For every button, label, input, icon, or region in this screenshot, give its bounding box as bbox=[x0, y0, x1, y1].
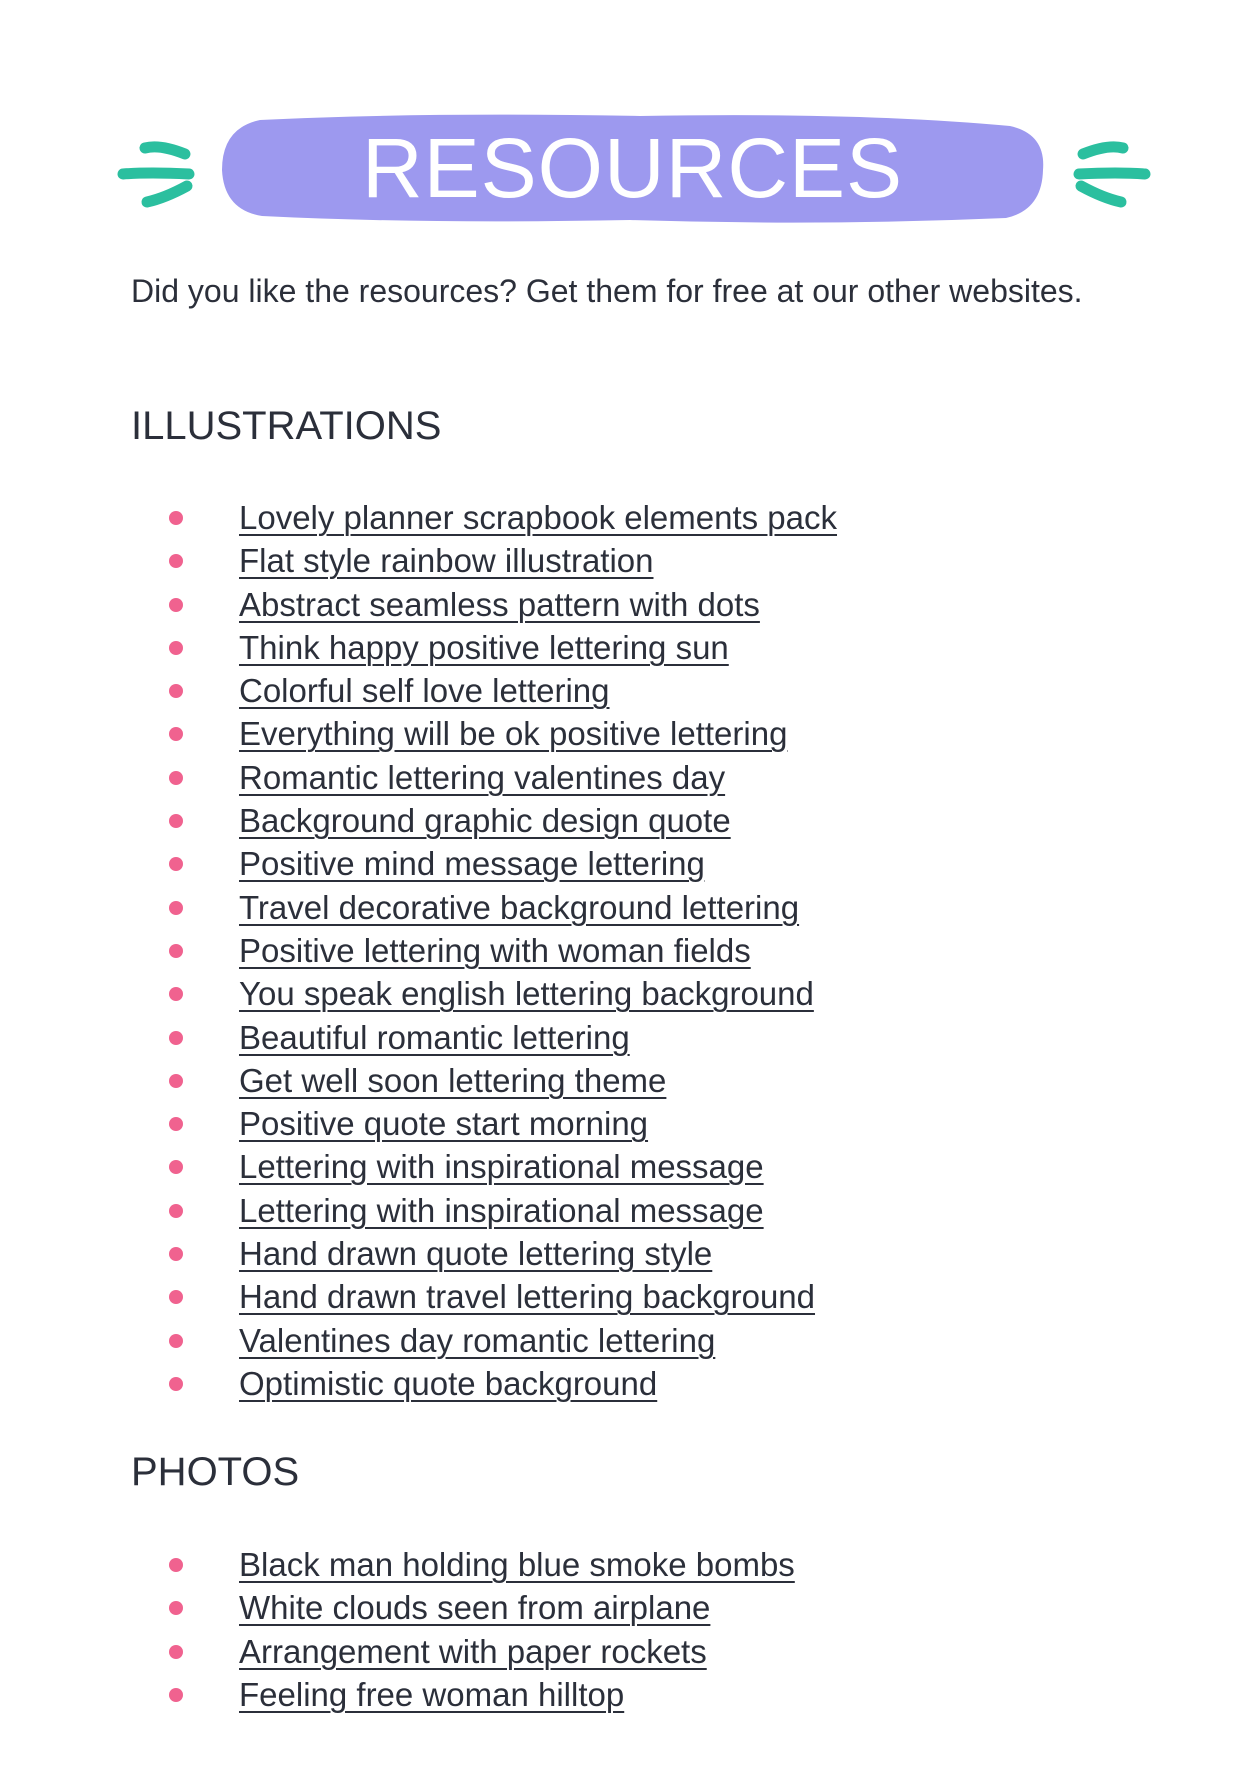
list-item bbox=[0, 1630, 1259, 1673]
bullet-dot-icon bbox=[169, 901, 183, 915]
resource-link[interactable]: Positive quote start morning bbox=[239, 1105, 649, 1143]
resource-link[interactable]: Lettering with inspirational message bbox=[239, 1191, 764, 1229]
resource-link[interactable]: Feeling free woman hilltop bbox=[239, 1675, 625, 1713]
list-item bbox=[0, 626, 1259, 669]
resource-link[interactable]: Colorful self love lettering bbox=[239, 672, 610, 710]
list-item bbox=[0, 886, 1259, 929]
list-item bbox=[0, 1102, 1259, 1145]
resource-link[interactable]: Flat style rainbow illustration bbox=[239, 542, 654, 580]
sparkle-lines-icon bbox=[115, 128, 205, 218]
list-item bbox=[0, 1362, 1259, 1405]
bullet-dot-icon bbox=[169, 641, 183, 655]
bullet-dot-icon bbox=[169, 1074, 183, 1088]
intro-text: Did you like the resources? Get them for free at our other websites. bbox=[131, 273, 1083, 309]
bullet-dot-icon bbox=[169, 987, 183, 1001]
title-banner bbox=[220, 112, 1045, 224]
bullet-dot-icon bbox=[169, 1160, 183, 1174]
bullet-dot-icon bbox=[169, 554, 183, 568]
bullet-dot-icon bbox=[169, 1334, 183, 1348]
resource-link[interactable]: Hand drawn travel lettering background bbox=[239, 1278, 816, 1316]
bullet-dot-icon bbox=[169, 1377, 183, 1391]
resource-link[interactable]: Positive mind message lettering bbox=[239, 845, 705, 883]
resource-link[interactable]: Everything will be ok positive lettering bbox=[239, 715, 788, 753]
bullet-dot-icon bbox=[169, 857, 183, 871]
list-item bbox=[0, 712, 1259, 755]
list-item bbox=[0, 583, 1259, 626]
list-item bbox=[0, 669, 1259, 712]
bullet-dot-icon bbox=[169, 771, 183, 785]
resource-link[interactable]: You speak english lettering background bbox=[239, 975, 814, 1013]
resource-link[interactable]: Black man holding blue smoke bombs bbox=[239, 1546, 795, 1583]
list-item bbox=[0, 1543, 1259, 1586]
bullet-dot-icon bbox=[169, 1290, 183, 1304]
resource-link[interactable]: Travel decorative background lettering bbox=[239, 888, 800, 926]
list-item bbox=[0, 1275, 1259, 1318]
resource-link[interactable]: Romantic lettering valentines day bbox=[239, 758, 726, 796]
bullet-dot-icon bbox=[169, 684, 183, 698]
resource-link[interactable]: Abstract seamless pattern with dots bbox=[239, 585, 760, 623]
bullet-dot-icon bbox=[169, 1558, 183, 1572]
list-item bbox=[0, 539, 1259, 582]
bullet-dot-icon bbox=[169, 1031, 183, 1045]
list-item bbox=[0, 1586, 1259, 1629]
list-item bbox=[0, 1016, 1259, 1059]
resource-link[interactable]: Think happy positive lettering sun bbox=[239, 628, 729, 666]
list-item bbox=[0, 1232, 1259, 1275]
bullet-dot-icon bbox=[169, 1688, 183, 1702]
resource-link[interactable]: Positive lettering with woman fields bbox=[239, 931, 751, 969]
bullet-dot-icon bbox=[169, 944, 183, 958]
illustrations-list bbox=[0, 496, 1259, 1405]
bullet-dot-icon bbox=[169, 511, 183, 525]
photos-list bbox=[0, 1543, 1259, 1716]
resource-link[interactable]: Lovely planner scrapbook elements pack bbox=[239, 499, 838, 536]
resource-link[interactable]: Lettering with inspirational message bbox=[239, 1148, 764, 1186]
list-item bbox=[0, 799, 1259, 842]
list-item bbox=[0, 842, 1259, 885]
bullet-dot-icon bbox=[169, 1601, 183, 1615]
bullet-dot-icon bbox=[169, 1645, 183, 1659]
list-item bbox=[0, 929, 1259, 972]
list-item bbox=[0, 1319, 1259, 1362]
resource-link[interactable]: Get well soon lettering theme bbox=[239, 1061, 667, 1099]
resource-link[interactable]: Beautiful romantic lettering bbox=[239, 1018, 630, 1056]
resource-link[interactable]: Valentines day romantic lettering bbox=[239, 1321, 716, 1359]
sparkle-lines-icon bbox=[1063, 128, 1153, 218]
header bbox=[0, 100, 1259, 230]
list-item bbox=[0, 1145, 1259, 1188]
section-title-photos: PHOTOS bbox=[131, 1450, 300, 1494]
list-item bbox=[0, 1189, 1259, 1232]
list-item bbox=[0, 756, 1259, 799]
bullet-dot-icon bbox=[169, 814, 183, 828]
bullet-dot-icon bbox=[169, 1117, 183, 1131]
resource-link[interactable]: Hand drawn quote lettering style bbox=[239, 1235, 713, 1273]
list-item bbox=[0, 496, 1259, 539]
page-title: RESOURCES bbox=[361, 121, 904, 215]
list-item bbox=[0, 1059, 1259, 1102]
resource-link[interactable]: Optimistic quote background bbox=[239, 1364, 658, 1402]
bullet-dot-icon bbox=[169, 1204, 183, 1218]
resource-link[interactable]: Background graphic design quote bbox=[239, 802, 731, 840]
resource-link[interactable]: Arrangement with paper rockets bbox=[239, 1632, 707, 1670]
section-title-illustrations: ILLUSTRATIONS bbox=[131, 404, 442, 448]
bullet-dot-icon bbox=[169, 727, 183, 741]
resource-link[interactable]: White clouds seen from airplane bbox=[239, 1589, 711, 1627]
bullet-dot-icon bbox=[169, 1247, 183, 1261]
list-item bbox=[0, 972, 1259, 1015]
list-item bbox=[0, 1673, 1259, 1716]
bullet-dot-icon bbox=[169, 598, 183, 612]
